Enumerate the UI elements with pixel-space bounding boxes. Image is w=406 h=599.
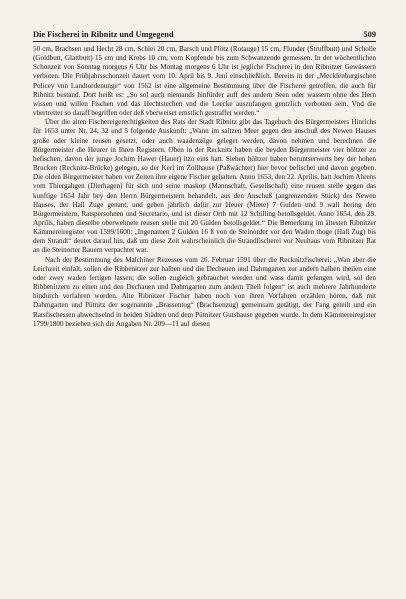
body-text (33, 45, 376, 329)
running-head-title: Die Fischerei in Ribnitz und Umgegend (33, 30, 174, 39)
paragraph-malchin-recess: Nach der Bestimmung des Malchiner Rezesses vom 26. Februar 1591 über die Recknitzfischerei: „Wan aber die Leichzeit einfalt, sollen die Ribbenitzer zur halben und die Dechauen und Dahmgarten zur andern halben theilen eine oder zwey waden fertigen lassen; die sollen zugleich gebrauchet werden und wass damit gefangen wird, sol den Ribbenitzern zu einen und den Dechauen und Dahmgarten zum andern Theil folgen“ ist auch mehrere Jahrhunderte hindurch verfahren worden. Alte Ribnitzer Fischer haben noch von ihren Vorfahren erzählen hören, daß mit Dahmgarten und Pütnitz der sogenannte „Brassentog“ (Brachsenzug) gemeinsam getätigt, der Fang geteilt und ein Ratsfischessen abwechselnd in beiden Städten und dem Pütnitzer Gutshause gegeben wurde. In dem Kämmereiregister 1799/1800 beziehen sich die Angaben Nr. 209—11 auf diesen (33, 255, 376, 328)
paragraph-fishing-rights: Über die alten Fischereigerechtigkeiten des Rats der Stadt Ribnitz gibt das Tagebuch des Bürgermeisters Hinrichs für 1653 unter Nr. 24, 32 und 5 folgende Auskunft: „Wann im saltzen Meer gegen den anschuß des Newen Hauses große oder kleine reusen gesetzt, oder auch waadenzüge geleget werden, davon nehmen und berechnen die Bürgermeister die Heurer in Ihren Registern. Oben in der Recknitz haben die beyden Bürgermeister vier höltzer zu befischen, davon der junge Jochim Hawer (Hauer) itzo eins hatt. Sieben höltzer haben heruntserwerts bey der hohen Brucken (Recknitz-Brücke) gelegen, so der Kerl im Zollhause (Paßwächter) hier bevor befischet und davon gegeben. Die olden Bürgermeister haben vor Zeiten ihre eigene Fischer gehalten. Anno 1653, den 22. Aprilis, hatt Jochim Ahrens vom Thiergahgen (Dierhagen) für sich und seine maskop (Mannschaft, Gesellschaft) eine reusen stelle gegen das kunftige 1654 Jahr bey den Herrn Bürgermeistern behandelt, aus den Anschuß (angrenzenden Stück) des Newen Hauses, der Hall Zuge genant, und geben jährlich dafür zur Heuer (Miete) 7 Gulden und 9 wall hering den Bürgermeistern, Ratspersohnen und Secretario, und ist dieser Orth mit 12 Schilling betollsgeldet. Anno 1654, den 29. Aprilis, haben dieselbe oberwehnete reusen stelle mit 20 Gulden betollsgeldet.“ Die Bemerkung im ältesten Ribnitzer Kämmereiregister von 1599/1600: „Ingenamen 2 Gulden 16 ß von de Steinorder vor den Waden thoge (Hall Zug) bis dem Strandt“ deutet darauf hin, daß um diese Zeit wahrscheinlich die Strandfischerei vor Neuhaus vom Ribnitzer Rat an die Steinorter Bauern verpachtet war. (33, 118, 376, 255)
page-number: 509 (363, 30, 376, 39)
running-head (33, 30, 376, 42)
paragraph-continued: 50 cm, Brachsen und Hecht 28 cm, Schlei 20 cm, Barsch und Plötz (Rotauge) 15 cm, Flunder (Struffbutt) und Scholle (Goldbutt, Glattbutt) 15 cm und Krebs 10 cm, vom Kopfende bis zum Schwanzende gemessen. In der wöchentlichen Schonzeit von Sonntag morgens 6 Uhr bis Montag morgens 6 Uhr ist jegliche Fischerei in den Ribnitzer Gewässern verboten. Die Frühjahrsschonzeit dauert vom 10. April bis 9. Juni einschließlich. Bereits in der „Mecklenburgischen Policey vnn Landtordenunge“ von 1562 ist eine allgemeine Bestimmung über die Fischerei getroffen, die auch für Ribnitz bestand. Dort heißt es: „So sol auch niemands hinfürder auff des andern Seen oder wassern ohne des Hern wissen und willen Fischen vnd das Hechtstechen vnd die Leecke auszufangen gentzlich verbotten sein. Vnd die vbertretter so daraff begriffen oder deß vberweiset ernstlich gestraffet werden.“ (33, 45, 376, 118)
